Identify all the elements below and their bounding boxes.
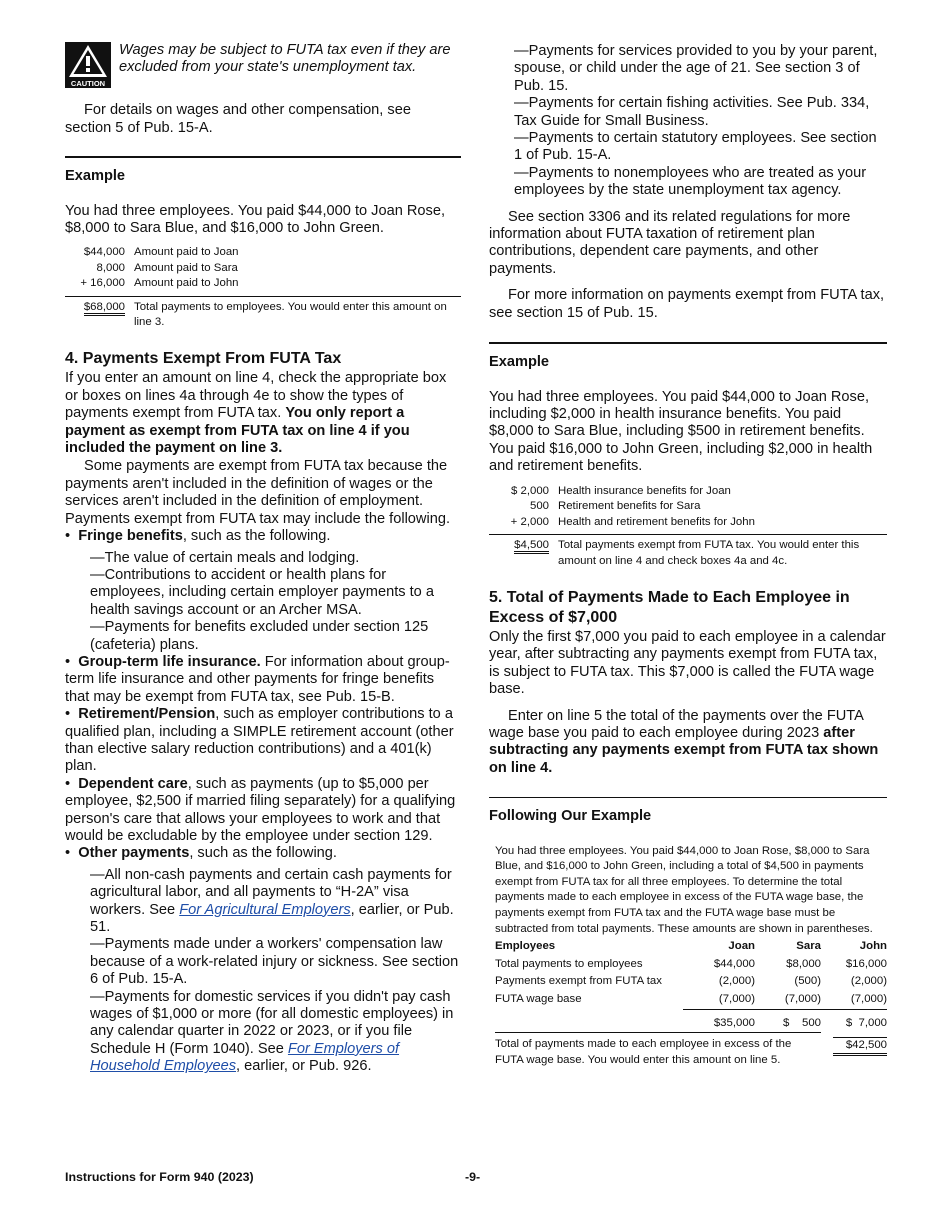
page-number: -9- <box>465 1170 481 1184</box>
example-divider <box>65 156 461 158</box>
other-item-fishing: —Payments for certain fishing activities. See Pub. 334, Tax Guide for Small Business. <box>514 95 870 129</box>
table-cell: (7,000) <box>784 993 821 1006</box>
calc-amount: + 2,000 <box>510 515 549 528</box>
retire-rest: , such as employer contributions to a qualified plan, including a SIMPLE retirement account (other than elective salary reduction contributions) and a 401(k) plan. <box>65 706 454 775</box>
calc-row <box>489 484 887 500</box>
calc-amount: + 16,000 <box>80 277 125 290</box>
table-cell: Payments exempt from FUTA tax <box>495 975 662 988</box>
section5-paragraph2 <box>489 708 887 778</box>
calc-total-amount: $4,500 <box>514 539 549 554</box>
calc-label: Retirement benefits for Sara <box>558 500 701 513</box>
subtotal-joan: $35,000 <box>683 1009 755 1033</box>
other-item-workers-comp: —Payments made under a workers' compensation law because of a work-related injury or sickness. See section 6 of Pub. 15-A. <box>90 936 459 988</box>
table-cell: (500) <box>794 975 821 988</box>
section5-paragraph1: Only the first $7,000 you paid to each employee in a calendar year, after subtracting any payments exempt from FUTA tax, is subject to FUTA tax. This $7,000 is called the FUTA wage base. <box>489 629 886 698</box>
other-list <box>65 867 461 1076</box>
other-item-statutory: —Payments to certain statutory employees. See section 1 of Pub. 15-A. <box>514 130 877 164</box>
section4-paragraph2: Some payments are exempt from FUTA tax because the payments aren't included in the definition of wages or the services aren't included in the definition of employment. Payments exempt from FUTA tax may include the following. <box>65 458 450 527</box>
table-cell: (7,000) <box>850 993 887 1006</box>
group-rest: For information about group-term life insurance and other payments for fringe benefits that may be exempt from FUTA tax, see Pub. 15-B. <box>65 653 450 705</box>
example-heading-right: Example <box>489 354 550 371</box>
calc-amount: 8,000 <box>96 261 125 274</box>
fringe-rest: , such as the following. <box>182 528 331 545</box>
calc-row <box>65 276 461 292</box>
section4-heading: 4. Payments Exempt From FUTA Tax <box>65 349 342 367</box>
section5-p2-text: Enter on line 5 the total of the payments over the FUTA wage base you paid to each employee during 2023 <box>489 707 864 742</box>
calc-amount: $44,000 <box>83 246 125 259</box>
calc-label: Amount paid to Joan <box>134 246 239 259</box>
total-value: $42,500 <box>833 1037 887 1057</box>
other-rest: , such as the following. <box>189 845 337 862</box>
fringe-item: —Contributions to accident or health plans for employees, including certain employer payments to a health savings account or an Archer MSA. <box>90 566 434 618</box>
total-value-cell <box>821 1033 887 1070</box>
table-cell: Total payments to employees <box>495 957 643 970</box>
calc-row <box>489 499 887 515</box>
example-text-right: You had three employees. You paid $44,000 to Joan Rose, including $2,000 in health insurance benefits. You paid $8,000 to Sara Blue, including $500 in retirement benefits. You paid $16,000 to John Green, including $2,000 in health and retirement benefits. <box>489 388 873 475</box>
section4-p1-bold: You only report a payment as exempt from FUTA tax on line 4 if you included the payment on line 3. <box>65 405 410 457</box>
table-row <box>495 956 887 974</box>
table-cell: FUTA wage base <box>495 993 582 1006</box>
example-calculation <box>65 245 461 331</box>
caution-note <box>65 42 461 93</box>
table-header: Employees <box>495 940 556 953</box>
calc-total-amount: $68,000 <box>84 301 125 316</box>
other-item1-tail: , earlier, or Pub. 51. <box>90 901 454 936</box>
calc-total-label: Total payments exempt from FUTA tax. You would enter this amount on line 4 and check boxes 4a and 4c. <box>558 539 860 567</box>
other-list-continued <box>489 43 887 200</box>
subtotal-john: $ 7,000 <box>821 1009 887 1033</box>
table-subtotal-row <box>495 1009 887 1033</box>
table-header: John <box>859 940 887 953</box>
calc-total-label: Total payments to employees. You would enter this amount on line 3. <box>134 300 447 329</box>
fringe-title: Fringe benefits <box>78 528 183 545</box>
subtotal-sara: $ 500 <box>755 1009 821 1033</box>
other-item3-tail: , earlier, or Pub. 926. <box>236 1058 372 1075</box>
calc-total-row <box>489 534 887 569</box>
footer-title: Instructions for Form 940 (2023) <box>65 1170 254 1184</box>
following-divider <box>489 797 887 798</box>
calc-label: Amount paid to Sara <box>134 261 238 274</box>
table-header: Sara <box>796 940 821 953</box>
bullet-group-term: • Group-term life insurance. For information about group-term life insurance and other payments for fringe benefits that may be exempt from FUTA tax, see Pub. 15-B. <box>65 653 450 705</box>
table-cell: (2,000) <box>850 975 887 988</box>
following-heading: Following Our Example <box>489 808 652 825</box>
right-column <box>489 40 887 1069</box>
table-cell: $44,000 <box>713 957 755 970</box>
table-cell: (2,000) <box>718 975 755 988</box>
calc-amount: 500 <box>529 500 549 513</box>
table-row <box>495 973 887 991</box>
fringe-item: —The value of certain meals and lodging. <box>90 549 360 566</box>
example-calculation-right <box>489 484 887 570</box>
section4-paragraph1 <box>65 370 461 457</box>
calc-amount: $ 2,000 <box>510 484 549 497</box>
section4-p1-text: If you enter an amount on line 4, check the appropriate box or boxes on lines 4a through 4e to show the types of payments exempt from FUTA tax. <box>65 370 447 422</box>
calc-label: Health and retirement benefits for John <box>558 515 755 528</box>
other-item-family: —Payments for services provided to you by your parent, spouse, or child under the age of 21. See section 3 of Pub. 15. <box>514 43 878 94</box>
bullet-retirement: • Retirement/Pension, such as employer contributions to a qualified plan, including a SIMPLE retirement account (other than elective salary reduction contributions) and a 401(k) plan. <box>65 706 454 775</box>
table-header: Joan <box>728 940 755 953</box>
group-title: Group-term life insurance. <box>78 653 261 670</box>
fringe-item: —Payments for benefits excluded under section 125 (cafeteria) plans. <box>90 619 429 653</box>
calc-row <box>65 245 461 261</box>
calc-label: Amount paid to John <box>134 277 239 290</box>
details-paragraph: For details on wages and other compensation, see section 5 of Pub. 15-A. <box>65 102 411 136</box>
section5-p2-bold: after subtracting any payments exempt from FUTA tax shown on line 4. <box>489 725 879 776</box>
calc-row <box>65 261 461 277</box>
employee-table <box>495 938 887 1069</box>
calc-row <box>489 515 887 531</box>
link-agricultural-employers[interactable]: For Agricultural Employers <box>179 901 351 918</box>
section5-heading: 5. Total of Payments Made to Each Employee in Excess of $7,000 <box>489 589 850 626</box>
other-item1-text: —All non-cash payments and certain cash payments for agricultural labor, and all payments to “H-2A” visa workers. See <box>90 866 452 918</box>
bullet-other-payments: • Other payments, such as the following. <box>65 845 337 862</box>
table-cell: (7,000) <box>718 993 755 1006</box>
bullet-dependent-care: • Dependent care, such as payments (up to $5,000 per employee, $2,500 if married filing separately) for a qualifying person's care that allows your employees to work and that would be excludable by the employee under section 129. <box>65 775 456 844</box>
caution-icon <box>65 42 111 93</box>
calc-label: Health insurance benefits for Joan <box>558 484 731 497</box>
example-divider-right <box>489 342 887 344</box>
table-header-row <box>495 938 887 956</box>
caution-label: CAUTION <box>70 79 106 88</box>
dep-title: Dependent care <box>78 775 188 792</box>
other-item-domestic <box>90 989 461 1076</box>
table-row <box>495 991 887 1009</box>
other-title: Other payments <box>78 845 190 862</box>
section3306-paragraph: See section 3306 and its related regulations for more information about FUTA taxation of retirement plan contributions, dependent care payments, and other payments. <box>489 208 851 277</box>
other-item-nonemployees: —Payments to nonemployees who are treated as your employees by the state unemployment tax agency. <box>514 164 867 199</box>
retire-title: Retirement/Pension <box>78 706 216 723</box>
example-heading: Example <box>65 168 126 185</box>
more-info-paragraph: For more information on payments exempt from FUTA tax, see section 15 of Pub. 15. <box>489 287 885 321</box>
table-cell: $16,000 <box>845 957 887 970</box>
caution-text: Wages may be subject to FUTA tax even if they are excluded from your state's unemployment tax. <box>119 42 451 76</box>
total-label: Total of payments made to each employee in excess of the FUTA wage base. You would enter this amount on line 5. <box>495 1033 821 1070</box>
calc-total-row <box>65 296 461 331</box>
bullet-fringe: • Fringe benefits, such as the following. <box>65 528 331 545</box>
other-item-agricultural <box>90 867 461 937</box>
table-total-row <box>495 1033 887 1070</box>
table-cell: $8,000 <box>786 957 821 970</box>
fringe-list <box>65 550 461 654</box>
example-text: You had three employees. You paid $44,000 to Joan Rose, $8,000 to Sara Blue, and $16,000 to John Green. <box>65 202 446 237</box>
dep-rest: , such as payments (up to $5,000 per employee, $2,500 if married filing separately) for a qualifying person's care that allows your employees to work and that would be excludable by the employee under section 129. <box>65 775 456 844</box>
following-text: You had three employees. You paid $44,000 to Joan Rose, $8,000 to Sara Blue, and $16,000 to John Green, including a total of $4,500 in payments exempt from FUTA tax for all three employees. To determine the total payments made to each employee in excess of the FUTA wage base, the payments exempt from FUTA tax and the FUTA wage base must be subtracted from total payments. These amounts are shown in parentheses. <box>495 844 873 935</box>
left-column <box>65 40 461 1076</box>
link-household-employees[interactable]: For Employers of Household Employees <box>90 1040 400 1075</box>
other-item3-text: —Payments for domestic services if you didn't pay cash wages of $1,000 or more (for all domestic employees) in any calendar quarter in 2022 or 2023, or if you file Schedule H (Form 1040). See <box>90 988 454 1057</box>
